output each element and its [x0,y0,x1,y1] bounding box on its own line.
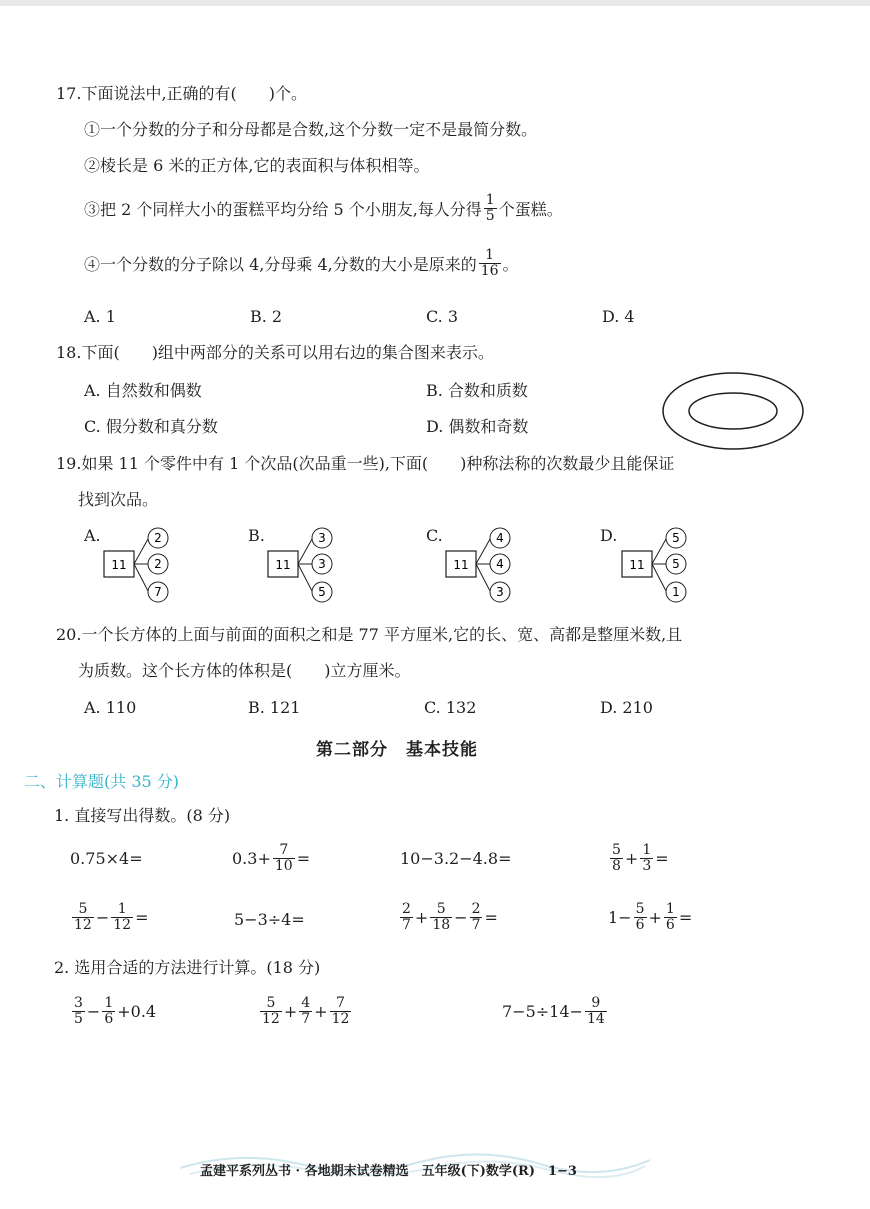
q17-s3-text: ③把 2 个同样大小的蛋糕平均分给 5 个小朋友,每人分得 [84,200,482,219]
svg-text:11: 11 [275,558,291,572]
q19-diagram-c [442,522,522,608]
q19-stem-line2: 找到次品。 [78,490,159,509]
svg-text:1: 1 [672,585,680,599]
q19-option-a-label: A. [84,526,101,545]
c2-title: 2. 选用合适的方法进行计算。(18 分) [54,958,321,977]
part-two-title: 第二部分 基本技能 [316,740,478,760]
q20-option-c: C. 132 [424,698,477,717]
q18-option-d: D. 偶数和奇数 [426,417,529,436]
c1-expr-7: $\frac{2}{7}$ + $\frac{5}{18}$ − $\frac{2}{7}$ = [402,901,498,933]
fraction: $\frac{2}{7}$ [471,901,481,933]
fraction: $\frac{1}{16}$ [480,247,499,279]
svg-text:2: 2 [154,531,162,545]
svg-text:5: 5 [672,557,680,571]
q18-option-a: A. 自然数和偶数 [84,381,202,400]
q17-statement-2: ②棱长是 6 米的正方体,它的表面积与体积相等。 [84,156,430,175]
q18-option-b: B. 合数和质数 [426,381,528,400]
q17-stem: 17.下面说法中,正确的有( )个。 [56,84,308,103]
fraction: $\frac{5}{12}$ [74,901,92,933]
svg-text:3: 3 [318,557,326,571]
fraction: $\frac{1}{12}$ [113,901,132,933]
q19-option-c-label: C. [426,526,443,545]
fraction: $\frac{1}{5}$ [485,192,495,224]
q20-stem-line1: 20.一个长方体的上面与前面的面积之和是 77 平方厘米,它的长、宽、高都是整厘米数,且 [56,625,683,644]
fraction: $\frac{7}{10}$ [274,842,293,874]
c1-expr-6: 5−3÷4= [234,910,305,929]
q19-option-d-label: D. [600,526,618,545]
c1-expr-1: 0.75×4= [70,849,143,868]
c1-expr-4: $\frac{5}{8}$ + $\frac{1}{3}$ = [612,842,669,874]
q19-diagram-d [618,522,698,608]
c1-title: 1. 直接写出得数。(8 分) [54,806,231,825]
q20-option-a: A. 110 [84,698,137,717]
outer-set-ellipse [663,373,803,449]
section-calculation-title: 二、计算题(共 35 分) [24,772,180,791]
fraction: $\frac{1}{6}$ [104,995,114,1027]
svg-text:5: 5 [318,585,326,599]
svg-text:11: 11 [629,558,645,572]
fraction: $\frac{5}{12}$ [262,995,280,1027]
svg-text:5: 5 [672,531,680,545]
svg-text:11: 11 [453,558,469,572]
c2-expr-2: $\frac{5}{12}$ + $\frac{4}{7}$ + $\frac{7}{12}$ [262,995,350,1027]
fraction: $\frac{3}{5}$ [74,995,83,1027]
q17-option-c: C. 3 [426,307,459,326]
fraction: $\frac{2}{7}$ [402,901,411,933]
q20-stem-line2: 为质数。这个长方体的体积是( )立方厘米。 [78,661,411,680]
fraction: $\frac{1}{6}$ [665,901,675,933]
q20-option-d: D. 210 [600,698,653,717]
svg-text:3: 3 [318,531,326,545]
q17-option-d: D. 4 [602,307,635,326]
svg-text:4: 4 [496,557,504,571]
q19-diagram-a [100,522,180,608]
c1-expr-3: 10−3.2−4.8= [400,849,512,868]
fraction: $\frac{7}{12}$ [331,995,350,1027]
svg-text:3: 3 [496,585,504,599]
set-diagram [660,370,810,454]
footer-text: 孟建平系列丛书 · 各地期末试卷精选 五年级(下)数学(R) 1−3 [200,1164,577,1179]
q19-diagram-b [264,522,344,608]
fraction: $\frac{9}{14}$ [586,995,605,1027]
c2-expr-3: 7−5÷14− $\frac{9}{14}$ [502,995,605,1027]
q19-stem-line1: 19.如果 11 个零件中有 1 个次品(次品重一些),下面( )种称法称的次数最少且能保证 [56,454,675,473]
q17-option-b: B. 2 [250,307,283,326]
svg-text:2: 2 [154,557,162,571]
svg-text:11: 11 [111,558,127,572]
q17-s4-text: ④一个分数的分子除以 4,分母乘 4,分数的大小是原来的 [84,255,477,274]
inner-set-ellipse [689,393,777,429]
top-scan-edge [0,0,870,6]
q18-stem: 18.下面( )组中两部分的关系可以用右边的集合图来表示。 [56,343,494,362]
svg-text:4: 4 [496,531,504,545]
fraction: $\frac{5}{8}$ [612,842,621,874]
q20-option-b: B. 121 [248,698,301,717]
c1-expr-8: 1− $\frac{5}{6}$ + $\frac{1}{6}$ = [608,901,693,933]
q17-statement-3: ③把 2 个同样大小的蛋糕平均分给 5 个小朋友,每人分得 $\frac{1}{5}$ 个蛋糕。 [84,192,563,224]
fraction: $\frac{5}{18}$ [432,901,451,933]
c2-expr-1: $\frac{3}{5}$ − $\frac{1}{6}$ +0.4 [74,995,157,1027]
fraction: $\frac{5}{6}$ [635,901,645,933]
q17-option-a: A. 1 [84,307,116,326]
svg-text:7: 7 [154,585,162,599]
q17-statement-4: ④一个分数的分子除以 4,分母乘 4,分数的大小是原来的 $\frac{1}{16}$ 。 [84,247,519,279]
fraction: $\frac{1}{3}$ [642,842,652,874]
q17-statement-1: ①一个分数的分子和分母都是合数,这个分数一定不是最简分数。 [84,120,538,139]
c1-expr-5: $\frac{5}{12}$ − $\frac{1}{12}$ = [74,901,149,933]
q19-option-b-label: B. [248,526,265,545]
c1-expr-2: 0.3+ $\frac{7}{10}$ = [232,842,311,874]
q18-option-c: C. 假分数和真分数 [84,417,218,436]
fraction: $\frac{4}{7}$ [301,995,311,1027]
